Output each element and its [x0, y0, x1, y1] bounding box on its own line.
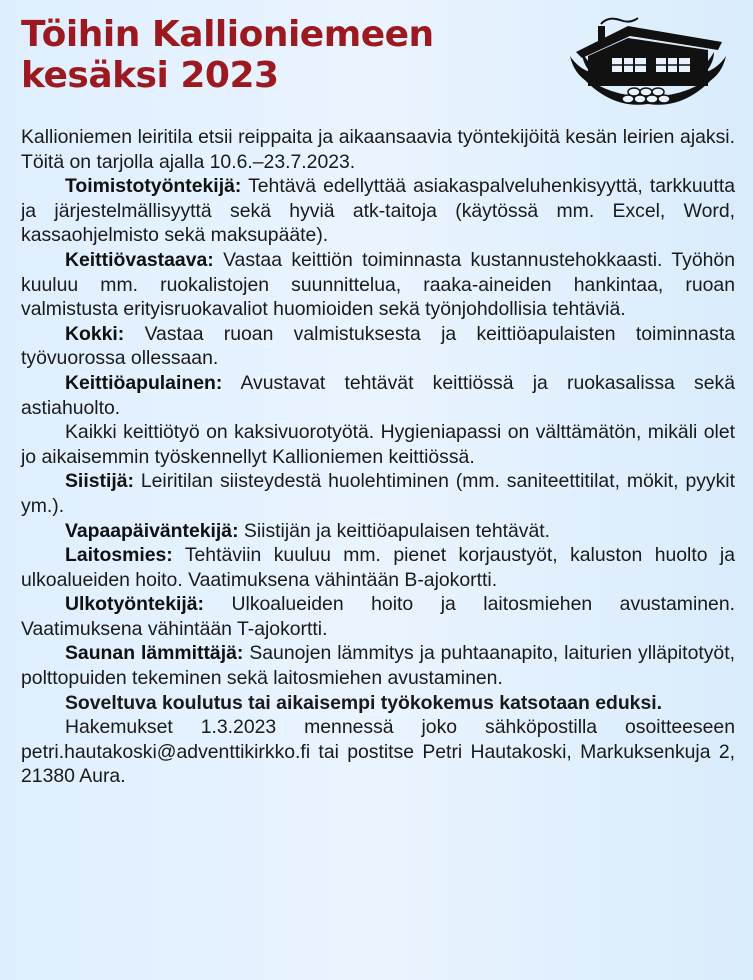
- job-description: Avustavat tehtävät keittiössä ja ruokasalissa sekä astiahuolto.: [21, 371, 735, 419]
- camp-cabin-icon: [568, 12, 728, 116]
- job-paragraph: [21, 543, 735, 592]
- job-role: Vapaapäiväntekijä:: [65, 519, 239, 542]
- job-paragraph: [21, 174, 735, 248]
- job-description: Vastaa ruoan valmistuksesta ja keittiöapulaisten toiminnasta työvuorossa ollessaan.: [21, 322, 735, 370]
- job-paragraph: [21, 641, 735, 690]
- job-role: Laitosmies:: [65, 544, 173, 567]
- job-description: Leiritilan siisteydestä huolehtiminen (mm. saniteettitilat, mökit, pyykit ym.).: [21, 470, 736, 517]
- ad-body: [21, 125, 735, 789]
- kitchen-note: Kaikki keittiötyö on kaksivuorotyötä. Hygieniapassi on välttämätön, mikäli olet jo aikaisemmin työskennellyt Kallioniemen keittiössä.: [21, 421, 735, 468]
- job-role: Siistijä:: [65, 470, 134, 493]
- job-paragraph: [21, 322, 735, 371]
- job-description: Saunojen lämmitys ja puhtaanapito, laiturien ylläpitotyöt, polttopuiden tekeminen sekä laitosmiehen avustaminen.: [21, 642, 735, 690]
- job-paragraph: [21, 371, 735, 420]
- job-role: Saunan lämmittäjä:: [65, 642, 244, 665]
- job-description: Tehtävä edellyttää asiakaspalveluhenkisyyttä, tarkkuutta ja järjestelmällisyyttä sekä hyviä atk-taitoja (käytössä mm. Excel, Word, kassaohjelmisto sekä maksupääte).: [21, 175, 735, 247]
- job-description: Tehtäviin kuuluu mm. pienet korjaustyöt, kaluston huolto ja ulkoalueiden hoito. Vaatimuksena vähintään B-ajokortti.: [21, 544, 736, 591]
- job-description: Ulkoalueiden hoito ja laitosmiehen avustaminen. Vaatimuksena vähintään T-ajokortti.: [21, 593, 735, 640]
- intro-paragraph: Kallioniemen leiritila etsii reippaita ja aikaansaavia työntekijöitä kesän leirien ajaksi. Töitä on tarjolla ajalla 10.6.–23.7.2023.: [21, 126, 735, 173]
- job-paragraph: [21, 248, 735, 322]
- job-paragraph: [21, 469, 735, 518]
- application-info: Hakemukset 1.3.2023 mennessä joko sähköpostilla osoitteeseen petri.hautakoski@adventtikirkko.fi tai postitse Petri Hautakoski, Markuksenkuja 2, 21380 Aura.: [21, 716, 735, 788]
- job-role: Kokki:: [65, 322, 125, 345]
- job-role: Keittiövastaava:: [65, 248, 214, 271]
- job-description: Siistijän ja keittiöapulaisen tehtävät.: [243, 519, 551, 542]
- qualification-note: Soveltuva koulutus tai aikaisempi työkokemus katsotaan eduksi.: [65, 691, 663, 714]
- title-line-1: Töihin Kallioniemeen: [21, 14, 434, 55]
- job-description: Vastaa keittiön toiminnasta kustannustehokkaasti. Työhön kuuluu mm. ruokalistojen suunnittelua, raaka-aineiden hankintaa, ruoan valmistusta erityisruokavaliot huomioiden sekä työnjohdollisia tehtäviä.: [21, 248, 736, 321]
- job-paragraph: [21, 519, 735, 544]
- job-role: Ulkotyöntekijä:: [65, 593, 204, 616]
- job-role: Toimistotyöntekijä:: [65, 175, 242, 198]
- job-role: Keittiöapulainen:: [65, 371, 223, 394]
- job-paragraph: [21, 592, 735, 641]
- title-line-2: kesäksi 2023: [21, 55, 279, 96]
- ad-title: [21, 14, 541, 96]
